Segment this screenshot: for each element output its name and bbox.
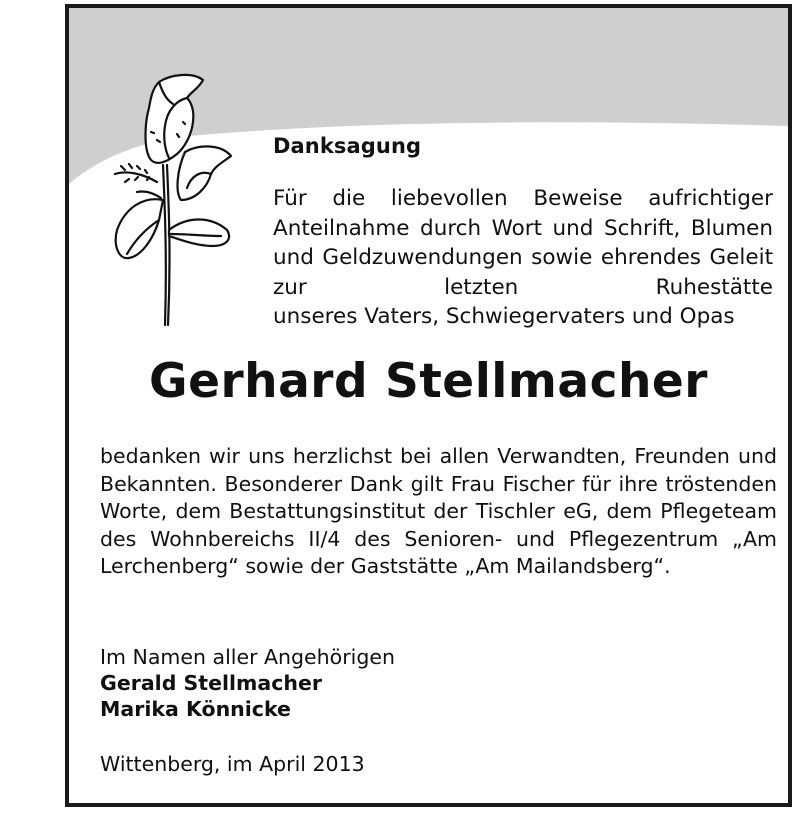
intro-line: unseres Vaters, Schwiegervaters und Opas — [273, 304, 735, 329]
deceased-name: Gerhard Stellmacher — [149, 354, 708, 409]
intro-line: ehrendes Geleit zur letzten Ruhestätte — [273, 245, 773, 300]
intro-line: Blumen und Geldzuwendungen sowie — [273, 215, 773, 270]
thanks-body: bedanken wir uns herzlichst bei allen Verwandten, Freunden und Bekannten. Besonderer Dank gilt Frau Fischer für ihre tröstenden Worte, dem Bestattungsinstitut der Tischler eG, dem Pflegeteam des Wohnbereichs II/4 des Senioren- und Pflegezentrum „Am Lerchenberg“ sowie der Gaststätte „Am Mailandsberg“. — [100, 444, 777, 578]
heading: Danksagung — [273, 134, 422, 158]
intro-text — [273, 184, 773, 332]
signoff — [100, 644, 395, 722]
intro-line: Für die liebevollen Beweise aufrichtiger — [273, 186, 773, 211]
signoff-lead: Im Namen aller Angehörigen — [100, 645, 395, 669]
calla-lily-icon — [107, 70, 237, 330]
place-date: Wittenberg, im April 2013 — [100, 752, 365, 776]
signatory-name: Gerald Stellmacher — [100, 671, 322, 695]
notice-card — [65, 4, 792, 807]
intro-line: Anteilnahme durch Wort und Schrift, — [273, 215, 681, 241]
signatory-name: Marika Könnicke — [100, 697, 291, 721]
